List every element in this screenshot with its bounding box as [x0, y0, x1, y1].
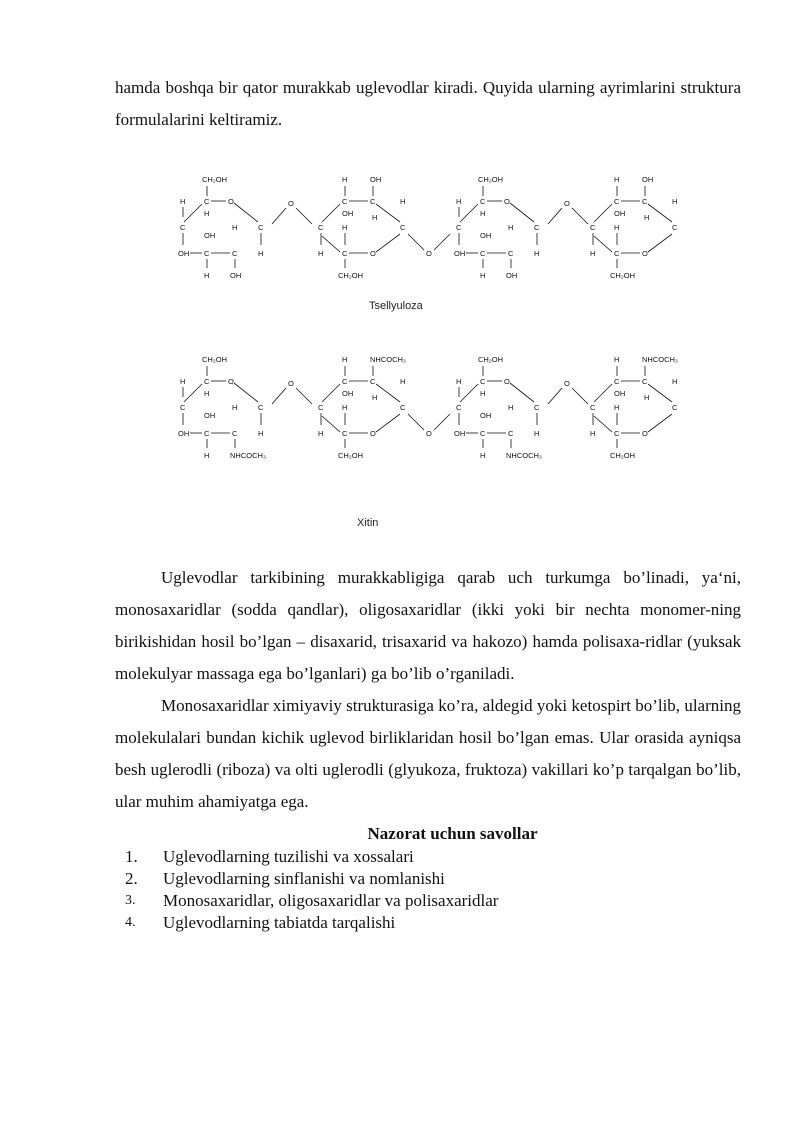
atom-label: OH — [454, 429, 466, 438]
atom-label: OH — [480, 411, 492, 420]
atom-label: C — [534, 223, 540, 232]
atom-label: H — [590, 429, 596, 438]
atom-label: H — [204, 271, 210, 280]
atom-label: H — [614, 355, 620, 364]
atom-label: H — [590, 249, 596, 258]
atom-label: H — [456, 377, 462, 386]
atom-label: OH — [204, 411, 216, 420]
bond-line — [572, 208, 588, 224]
atom-label: C — [400, 403, 406, 412]
atom-label: H — [342, 355, 348, 364]
substituent-label: CH₂OH — [478, 355, 503, 364]
atom-label: C — [614, 377, 620, 386]
atom-label: C — [480, 249, 486, 258]
atom-label: C — [480, 197, 486, 206]
question-item — [125, 868, 498, 890]
atom-label: H — [672, 377, 678, 386]
bond-line — [594, 204, 612, 222]
atom-label: OH — [454, 249, 466, 258]
substituent-label: CH₂OH — [610, 451, 635, 460]
bond-line — [296, 388, 312, 404]
glycosidic-oxygen: O — [564, 379, 570, 388]
bond-line — [376, 234, 400, 252]
atom-label: OH — [342, 209, 354, 218]
atom-label: C — [204, 197, 210, 206]
bond-line — [408, 234, 424, 250]
bond-line — [184, 204, 202, 222]
atom-label: C — [590, 403, 596, 412]
atom-label: H — [232, 403, 238, 412]
atom-label: C — [204, 249, 210, 258]
atom-label: H — [644, 393, 650, 402]
atom-label: H — [534, 429, 540, 438]
questions-heading: Nazorat uchun savollar — [367, 824, 538, 843]
atom-label: OH — [178, 429, 190, 438]
question-text: Uglevodlarning tuzilishi va xossalari — [163, 847, 414, 866]
questions-list — [125, 846, 498, 934]
substituent-label: CH₂OH — [202, 175, 227, 184]
atom-label: H — [258, 429, 264, 438]
atom-label: C — [318, 223, 324, 232]
atom-label: H — [318, 249, 324, 258]
atom-label: C — [318, 403, 324, 412]
chitin-structure-figure — [160, 350, 700, 490]
atom-label: H — [480, 209, 486, 218]
atom-label: H — [258, 249, 264, 258]
atom-label: H — [644, 213, 650, 222]
bond-line — [296, 208, 312, 224]
atom-label: H — [204, 389, 210, 398]
atom-label: C — [400, 223, 406, 232]
bond-line — [322, 416, 340, 432]
atom-label: H — [480, 271, 486, 280]
intro-paragraph: hamda boshqa bir qator murakkab uglevodlar kiradi. Quyida ularning ayrimlarini struktura formulalarini keltiramiz. — [115, 78, 741, 129]
substituent-label: NHCOCH₃ — [506, 451, 542, 460]
glycosidic-oxygen: O — [426, 249, 432, 258]
bond-line — [376, 414, 400, 432]
substituent-label: NHCOCH₃ — [642, 355, 678, 364]
question-item — [125, 890, 498, 912]
atom-label: H — [614, 175, 620, 184]
atom-label: H — [232, 223, 238, 232]
question-item — [125, 846, 498, 868]
atom-label: C — [590, 223, 596, 232]
bond-line — [376, 384, 400, 402]
bond-line — [648, 384, 672, 402]
glycosidic-oxygen: O — [564, 199, 570, 208]
question-number: 4. — [125, 915, 136, 930]
atom-label: C — [180, 223, 186, 232]
bond-line — [594, 416, 612, 432]
atom-label: H — [342, 403, 348, 412]
atom-label: OH — [204, 231, 216, 240]
chitin-caption: Xitin — [357, 517, 379, 529]
substituent-label: CH₂OH — [610, 271, 635, 280]
question-item — [125, 912, 498, 934]
substituent-label: NHCOCH₃ — [230, 451, 266, 460]
atom-label: C — [480, 429, 486, 438]
atom-label: C — [456, 403, 462, 412]
bond-line — [648, 204, 672, 222]
atom-label: C — [342, 197, 348, 206]
atom-label: OH — [342, 389, 354, 398]
bond-line — [594, 236, 612, 252]
atom-label: O — [228, 377, 234, 386]
atom-label: OH — [178, 249, 190, 258]
atom-label: H — [204, 451, 210, 460]
atom-label: C — [232, 249, 238, 258]
atom-label: H — [400, 197, 406, 206]
question-text: Uglevodlarning sinflanishi va nomlanishi — [163, 869, 445, 888]
chitin-structure-svg — [160, 350, 700, 490]
bond-line — [434, 234, 450, 250]
atom-label: C — [370, 377, 376, 386]
substituent-label: OH — [506, 271, 518, 280]
glycosidic-oxygen: O — [288, 379, 294, 388]
atom-label: C — [480, 377, 486, 386]
atom-label: C — [642, 197, 648, 206]
atom-label: C — [456, 223, 462, 232]
bond-line — [648, 234, 672, 252]
atom-label: C — [232, 429, 238, 438]
cellulose-structure-svg — [160, 170, 700, 290]
atom-label: H — [342, 175, 348, 184]
atom-label: H — [342, 223, 348, 232]
atom-label: OH — [614, 209, 626, 218]
substituent-label: OH — [642, 175, 654, 184]
bond-line — [548, 388, 562, 404]
atom-label: H — [180, 377, 186, 386]
question-number: 3. — [125, 893, 136, 908]
atom-label: H — [180, 197, 186, 206]
atom-label: C — [258, 403, 264, 412]
atom-label: H — [614, 223, 620, 232]
substituent-label: CH₂OH — [202, 355, 227, 364]
glycosidic-oxygen: O — [426, 429, 432, 438]
bond-line — [234, 203, 258, 222]
atom-label: OH — [614, 389, 626, 398]
atom-label: H — [480, 451, 486, 460]
substituent-label: CH₂OH — [478, 175, 503, 184]
atom-label: H — [204, 209, 210, 218]
atom-label: H — [480, 389, 486, 398]
bond-line — [594, 384, 612, 402]
atom-label: C — [534, 403, 540, 412]
atom-label: O — [504, 377, 510, 386]
atom-label: C — [672, 403, 678, 412]
bond-line — [184, 384, 202, 402]
atom-label: H — [400, 377, 406, 386]
atom-label: H — [534, 249, 540, 258]
atom-label: C — [370, 197, 376, 206]
atom-label: C — [642, 377, 648, 386]
atom-label: C — [258, 223, 264, 232]
bond-line — [434, 414, 450, 430]
bond-line — [322, 236, 340, 252]
bond-line — [548, 208, 562, 224]
cellulose-structure-figure — [160, 170, 700, 290]
question-text: Uglevodlarning tabiatda tarqalishi — [163, 913, 396, 932]
monosaccharide-paragraph: Monosaxaridlar ximiyaviy strukturasiga ko’ra, aldegid yoki ketospirt bo’lib, ularning molekulalari bundan kichik uglevod birliklaridan hosil bo’lgan emas. Ular orasida ayniqsa besh uglerodli (riboza) va olti uglerodli (glyukoza, fruktoza) vakillari ko’p tarqalgan bo’lib, ular muhim ahamiyatga ega. — [115, 696, 741, 811]
question-text: Monosaxaridlar, oligosaxaridlar va polisaxaridlar — [163, 891, 499, 910]
bond-line — [376, 204, 400, 222]
atom-label: O — [642, 249, 648, 258]
bond-line — [272, 388, 286, 404]
atom-label: C — [204, 377, 210, 386]
atom-label: C — [614, 249, 620, 258]
atom-label: O — [228, 197, 234, 206]
bond-line — [322, 204, 340, 222]
substituent-label: OH — [230, 271, 242, 280]
atom-label: C — [342, 249, 348, 258]
atom-label: H — [672, 197, 678, 206]
atom-label: C — [204, 429, 210, 438]
atom-label: OH — [480, 231, 492, 240]
bond-line — [322, 384, 340, 402]
bond-line — [408, 414, 424, 430]
glycosidic-oxygen: O — [288, 199, 294, 208]
atom-label: O — [370, 429, 376, 438]
substituent-label: NHCOCH₃ — [370, 355, 406, 364]
atom-label: H — [318, 429, 324, 438]
atom-label: C — [180, 403, 186, 412]
atom-label: H — [508, 403, 514, 412]
atom-label: H — [372, 213, 378, 222]
atom-label: C — [508, 429, 514, 438]
atom-label: H — [372, 393, 378, 402]
bond-line — [572, 388, 588, 404]
cellulose-caption: Tsellyuloza — [369, 300, 423, 312]
atom-label: O — [370, 249, 376, 258]
question-number: 1. — [125, 847, 138, 866]
question-number: 2. — [125, 869, 138, 888]
substituent-label: CH₂OH — [338, 271, 363, 280]
atom-label: H — [456, 197, 462, 206]
bond-line — [460, 384, 478, 402]
atom-label: C — [508, 249, 514, 258]
classification-paragraph: Uglevodlar tarkibining murakkabligiga qarab uch turkumga bo’linadi, ya‘ni, monosaxaridlar (sodda qandlar), oligosaxaridlar (ikki yoki bir nechta monomer-ning birikishidan hosil bo’lgan – disaxarid, trisaxarid va hakozo) hamda polisaxa-ridlar (yuksak molekulyar massaga ega bo’lganlari) ga bo’lib o’rganiladi. — [115, 568, 741, 683]
bond-line — [648, 414, 672, 432]
bond-line — [272, 208, 286, 224]
atom-label: C — [342, 377, 348, 386]
atom-label: H — [508, 223, 514, 232]
bond-line — [510, 383, 534, 402]
atom-label: C — [672, 223, 678, 232]
atom-label: C — [614, 429, 620, 438]
substituent-label: CH₂OH — [338, 451, 363, 460]
substituent-label: OH — [370, 175, 382, 184]
bond-line — [510, 203, 534, 222]
bond-line — [460, 204, 478, 222]
bond-line — [234, 383, 258, 402]
atom-label: O — [504, 197, 510, 206]
atom-label: C — [614, 197, 620, 206]
atom-label: C — [342, 429, 348, 438]
atom-label: H — [614, 403, 620, 412]
atom-label: O — [642, 429, 648, 438]
